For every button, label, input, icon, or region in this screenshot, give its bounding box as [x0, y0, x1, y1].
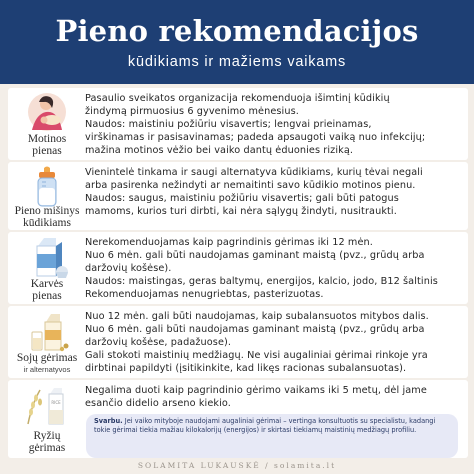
row-soy-drink [8, 306, 468, 378]
milk-carton-icon [22, 236, 72, 278]
row-label-line-2: gėrimas [28, 442, 66, 454]
row-label-line-2: pienas [32, 290, 62, 302]
row-description [85, 385, 463, 411]
row-label-line-1: Sojų gėrimas [16, 352, 78, 364]
text-line: Negalima duoti kaip pagrindinio gėrimo vaikams iki 5 metų, dėl jame [85, 385, 427, 396]
row-description [85, 311, 463, 376]
text-line: Gali stokoti maistinių medžiagų. Ne visi augaliniai gėrimai rinkoje yra [85, 349, 428, 361]
row-description [85, 167, 463, 219]
text-line: Naudos: saugus, maistiniu požiūriu visavertis; gali būti patogus [85, 192, 399, 204]
text-line: daržovių košėse). [85, 262, 172, 274]
row-cow-milk [8, 232, 468, 304]
text-line: dirbtinai papildyti (įsitikinkite, kad likęs racionas subalansuotas). [85, 362, 407, 374]
page-subtitle: kūdikiams ir mažiems vaikams [127, 54, 347, 70]
text-line: Vienintelė tinkama ir saugi alternatyva kūdikiams, kurių tėvai negali [85, 167, 423, 178]
row-description [85, 237, 463, 302]
header-banner [0, 0, 474, 84]
row-label-line-1: Karvės [30, 278, 64, 290]
text-line: Rekomenduojamas nenugriebtas, pasterizuotas. [85, 288, 324, 300]
text-line: Naudos: maistingas, geras baltymų, energijos, kalcio, jodo, B12 šaltinis [85, 275, 438, 287]
important-note-box [86, 414, 458, 458]
page-title: Pieno rekomendacijos [55, 14, 419, 48]
text-line: Nerekomenduojamas kaip pagrindinis gėrimas iki 12 mėn. [85, 237, 373, 248]
rice-drink-icon [22, 384, 72, 428]
note-text: Jei vaiko mityboje naudojami augaliniai gėrimai – vertinga konsultuotis su specialistu, kadangi tokie gėrimai tiekia mažiau kilokalorijų (energijos) ir skirtasi tiekiamų maistinių medžiagų profiliu. [94, 417, 436, 435]
row-label-line-1: Pieno mišinys [14, 205, 80, 217]
row-infant-formula [8, 162, 468, 230]
text-line: žindymą pirmuosius 6 gyvenimo mėnesius. [85, 105, 299, 117]
text-line: Nuo 6 mėn. gali būti naudojamas gaminant maistą (pvz., grūdų arba [85, 249, 425, 261]
text-line: mamoms, kurios turi dirbti, kai nėra sąlygų žindyti, nusitraukti. [85, 205, 397, 217]
row-label-line-2: pienas [32, 145, 62, 157]
baby-bottle-icon [22, 166, 72, 208]
breastfeeding-mother-icon [22, 92, 72, 132]
text-line: mažina motinos vėžio bei vaiko dantų ėduonies riziką. [85, 144, 354, 156]
footer-credit: SOLAMITA LUKAUSKĖ / solamita.lt [137, 461, 337, 470]
row-description [85, 93, 463, 158]
text-line: esančio didelio arseno kiekio. [85, 397, 231, 409]
text-line: Pasaulio sveikatos organizacija rekomenduoja išimtinį kūdikių [85, 93, 390, 104]
row-label-line-2: kūdikiams [23, 217, 71, 229]
text-line: Nuo 6 mėn. gali būti naudojamas gaminant maistą (pvz., grūdų arba [85, 323, 425, 335]
row-icon-cell [16, 232, 78, 304]
text-line: arba pasirenka nežindyti ar nemaitinti savo kūdikio motinos pienu. [85, 179, 416, 191]
row-label-line-1: Motinos [27, 133, 67, 145]
note-bold-label: Svarbu. [94, 417, 123, 425]
text-line: Nuo 12 mėn. gali būti naudojamas, kaip subalansuotos mitybos dalis. [85, 311, 429, 322]
text-line: Naudos: maistiniu požiūriu visavertis; lengvai prieinamas, [85, 118, 372, 130]
row-label-sub: ir alternatyvos [23, 365, 71, 374]
row-icon-cell [16, 306, 78, 378]
text-line: virškinamas ir pasisavinamas; padeda apsaugoti vaiką nuo infekcijų; [85, 131, 426, 143]
row-icon-cell [16, 380, 78, 458]
row-icon-cell [16, 88, 78, 160]
text-line: daržovių košėse, padažuose). [85, 336, 232, 348]
row-label-line-1: Ryžių [33, 430, 61, 442]
row-breast-milk [8, 88, 468, 160]
row-icon-cell [16, 162, 78, 230]
soy-drink-icon [22, 310, 72, 352]
svg-text:RICE: RICE [51, 400, 61, 405]
